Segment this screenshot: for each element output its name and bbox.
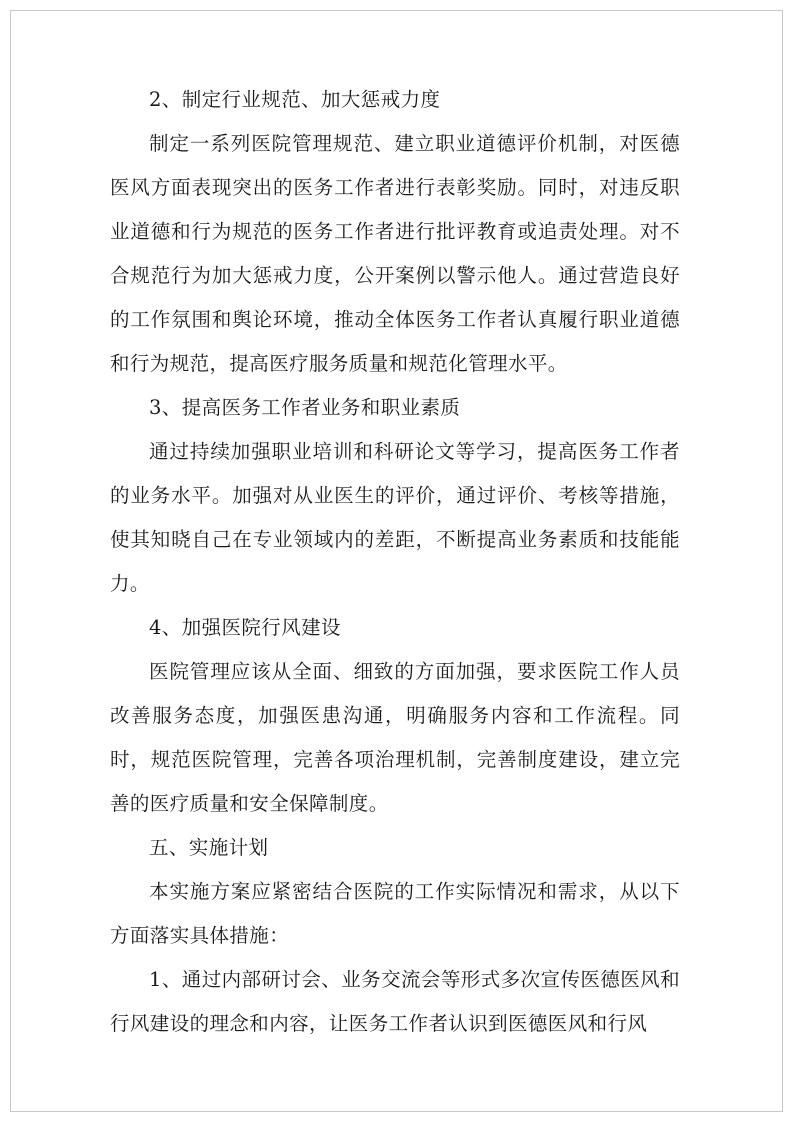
- body-paragraph: 本实施方案应紧密结合医院的工作实际情况和需求，从以下方面落实具体措施：: [110, 880, 680, 947]
- section-heading: 五、实施计划: [149, 836, 269, 859]
- section-heading: 4、加强医院行风建设: [149, 616, 341, 639]
- body-paragraph: 1、通过内部研讨会、业务交流会等形式多次宣传医德医风和行风建设的理念和内容，让医务工作者认识到医德医风和行风: [110, 968, 680, 1035]
- section-heading: 2、制定行业规范、加大惩戒力度: [149, 88, 441, 111]
- document-body: [110, 78, 680, 1046]
- section-heading: 3、提高医务工作者业务和职业素质: [149, 396, 461, 419]
- body-paragraph: 制定一系列医院管理规范、建立职业道德评价机制，对医德医风方面表现突出的医务工作者进行表彰奖励。同时，对违反职业道德和行为规范的医务工作者进行批评教育或追责处理。对不合规范行为加大惩戒力度，公开案例以警示他人。通过营造良好的工作氛围和舆论环境，推动全体医务工作者认真履行职业道德和行为规范，提高医疗服务质量和规范化管理水平。: [110, 132, 680, 375]
- body-paragraph: 医院管理应该从全面、细致的方面加强，要求医院工作人员改善服务态度，加强医患沟通，明确服务内容和工作流程。同时，规范医院管理，完善各项治理机制，完善制度建设，建立完善的医疗质量和安全保障制度。: [110, 660, 680, 815]
- body-paragraph: 通过持续加强职业培训和科研论文等学习，提高医务工作者的业务水平。加强对从业医生的评价，通过评价、考核等措施，使其知晓自己在专业领域内的差距，不断提高业务素质和技能能力。: [110, 440, 680, 595]
